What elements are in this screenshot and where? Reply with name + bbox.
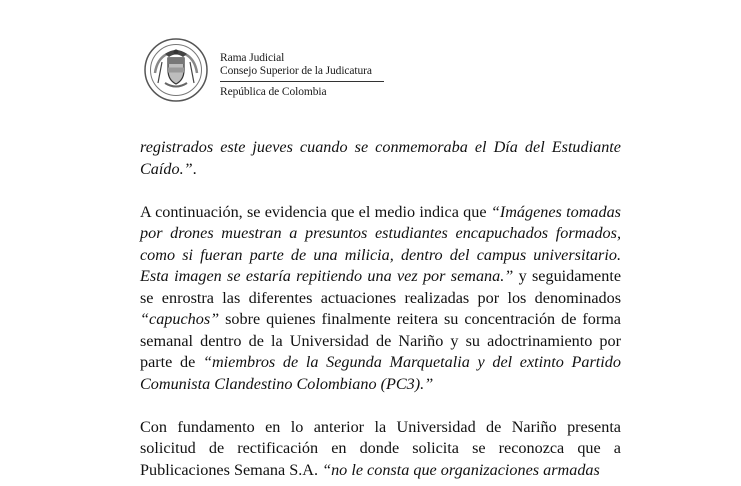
institution-line-1: Rama Judicial xyxy=(220,52,285,64)
paragraph-2 xyxy=(140,202,621,396)
body-text: sobre quienes finalmente reitera su concentración de forma semanal dentro de la Universidad de Nariño y su adoctrinamiento por parte de xyxy=(140,310,621,371)
institution-block xyxy=(220,52,390,99)
letterhead xyxy=(143,37,403,107)
paragraph-1 xyxy=(140,137,621,180)
header-divider xyxy=(220,81,384,82)
quote-text: registrados este jueves cuando se conmemoraba el Día del Estudiante Caído.” xyxy=(140,138,621,178)
document-body xyxy=(140,137,621,481)
body-text: . xyxy=(192,159,197,178)
paragraph-3 xyxy=(140,417,621,482)
quote-text: “no le consta que organizaciones armadas xyxy=(322,460,600,479)
institution-line-3: República de Colombia xyxy=(220,86,327,98)
body-text: y seguidamente se enrostra las diferentes actuaciones realizadas por los denominados xyxy=(140,267,622,307)
quote-text: “Imágenes tomadas por drones muestran a presuntos estudiantes encapuchados formados, como si fueran parte de una milicia, dentro del campus universitario. Esta imagen se estaría repitiendo una vez por semana.” xyxy=(140,202,621,285)
quote-text: “capuchos” xyxy=(140,310,220,328)
body-text: A continuación, se evidencia que el medio indica que xyxy=(140,202,491,221)
body-text: Con fundamento en lo anterior la Universidad de Nariño presenta solicitud de rectificación en donde solicita se reconozca que a Publicaciones Semana S.A. xyxy=(140,417,621,479)
institution-line-2: Consejo Superior de la Judicatura xyxy=(220,65,372,77)
colombia-coat-of-arms-seal-icon xyxy=(143,37,209,103)
quote-text: “miembros de la Segunda Marquetalia y del extinto Partido Comunista Clandestino Colombiano (PC3).” xyxy=(140,353,621,393)
